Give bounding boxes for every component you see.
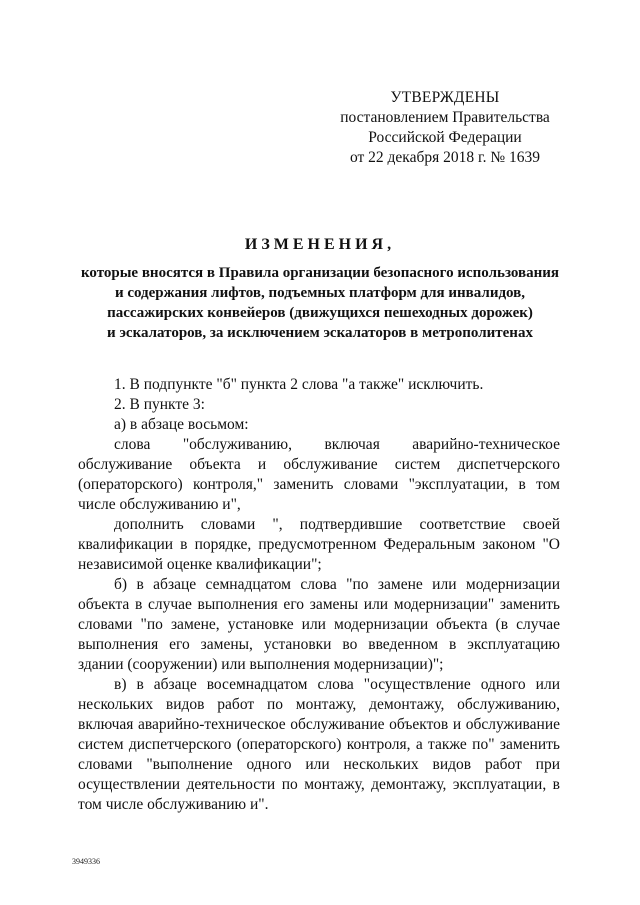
subtitle-line: и эскалаторов, за исключением эскалаторов в метрополитенах [107, 325, 533, 341]
document-id: 3949336 [72, 857, 100, 866]
paragraph-3: а) в абзаце восьмом: [114, 416, 249, 433]
approval-line-date: от 22 декабря 2018 г. № 1639 [349, 149, 541, 166]
paragraph-2: 2. В пункте 3: [114, 396, 205, 413]
approval-block [330, 88, 560, 168]
subtitle-line: и содержания лифтов, подъемных платформ для инвалидов, [114, 285, 526, 301]
paragraph-4: слова "обслуживанию, включая аварийно-техническое обслуживание объекта и обслуживание систем диспетчерского (операторского) контроля," заменить словами "эксплуатации, в том числе обслуживанию и", [78, 436, 560, 513]
document-body [78, 375, 560, 815]
paragraph-7: в) в абзаце восемнадцатом слова "осуществление одного или нескольких видов работ по монтажу, демонтажу, обслуживанию, включая аварийно-техническое обслуживание объектов и обслуживание систем диспетчерского (операторского) контроля, а также по" заменить словами "выполнение одного или нескольких видов работ при осуществлении деятельности по монтажу, демонтажу, эксплуатации, в том числе обслуживанию и". [78, 676, 560, 813]
document-title: ИЗМЕНЕНИЯ, [244, 236, 396, 253]
paragraph-6: б) в абзаце семнадцатом слова "по замене или модернизации объекта в случае выполнения его замены или модернизации" заменить словами "по замене, установке или модернизации объекта (в случае выполнения его замены, установки во введенном в эксплуатацию здании (сооружении) или выполнения модернизации)"; [78, 576, 560, 673]
subtitle-line: пассажирских конвейеров (движущихся пешеходных дорожек) [107, 305, 533, 321]
paragraph-5-first-line: дополнить словами ", подтвердившие соответствие своей [114, 516, 560, 533]
paragraph-5-rest: квалификации в порядке, предусмотренном Федеральным законом "О независимой оценке квалификации"; [78, 536, 560, 573]
document-subtitle [60, 263, 580, 343]
approval-line-country: Российской Федерации [368, 129, 522, 146]
subtitle-line: которые вносятся в Правила организации безопасного использования [80, 265, 560, 281]
paragraph-1: 1. В подпункте "б" пункта 2 слова "а также" исключить. [114, 376, 484, 393]
approval-line-decree: постановлением Правительства [340, 109, 550, 126]
approval-heading: УТВЕРЖДЕНЫ [390, 89, 500, 106]
